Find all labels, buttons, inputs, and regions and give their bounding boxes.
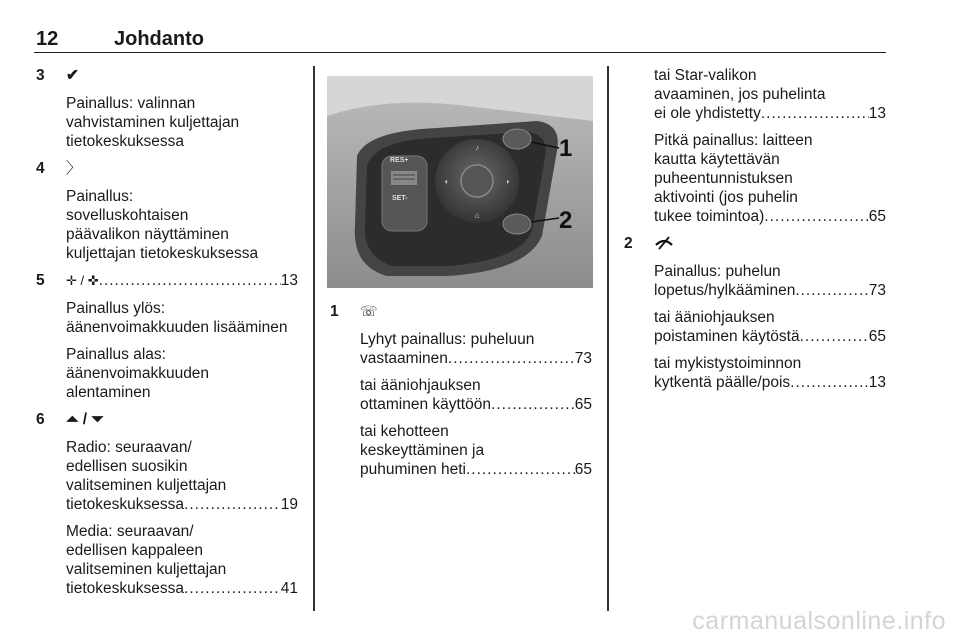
paragraph: tai mykistystoiminnon kytkentä päälle/pois ..... 13: [654, 354, 886, 392]
paragraph: Painallus: puhelun lopetus/hylkääminen ..... 73: [654, 262, 886, 300]
page-reference: 65: [868, 328, 886, 345]
column-middle: [330, 302, 592, 487]
check-icon: ✔: [66, 67, 79, 84]
entry-number: 3: [36, 67, 45, 84]
volume-icon: ✛ / ✜: [66, 273, 99, 288]
phone-icon: ☏: [360, 303, 378, 319]
set-label: SET-: [392, 195, 408, 202]
callout-2: 2: [559, 207, 573, 234]
paragraph: tai ääniohjauksen ottaminen käyttöön ..... 65: [360, 376, 592, 414]
page-reference: 65: [868, 208, 886, 225]
steering-wheel-illustration: [327, 76, 593, 288]
chevron-right-icon: 〉: [66, 160, 82, 177]
entry-1: [330, 302, 592, 479]
paragraph: Painallus alas: äänenvoimakkuuden alentaminen: [66, 346, 210, 401]
entry-2: [624, 234, 886, 392]
svg-text:◑: ◑: [504, 177, 510, 186]
entry-6: [36, 410, 298, 598]
paragraph: Lyhyt painallus: puheluun vastaaminen ..... 73: [360, 330, 592, 368]
paragraph: tai kehotteen keskeyttäminen ja puhuminen heti ..... 65: [360, 422, 592, 479]
page-reference: 41: [280, 580, 298, 597]
watermark: carmanualsonline.info: [692, 607, 946, 635]
page-reference: 19: [280, 496, 298, 513]
paragraph: Painallus: valinnan vahvistaminen kuljettajan tietokeskuksessa: [66, 95, 240, 150]
page-reference: 73: [574, 350, 592, 367]
paragraph: Painallus: sovelluskohtaisen päävalikon näyttäminen kuljettajan tietokeskuksessa: [66, 188, 259, 262]
column-divider: [313, 66, 315, 611]
column-right: [624, 66, 886, 400]
entry-number: 5: [36, 272, 45, 289]
page-number: 12: [36, 28, 59, 50]
hangup-glyph: [654, 236, 674, 250]
paragraph: tai Star-valikon avaaminen, jos puhelinta ei ole yhdistetty ..... 13: [654, 66, 886, 123]
page-reference: 13: [868, 374, 886, 391]
paragraph: Painallus ylös: äänenvoimakkuuden lisääminen: [66, 300, 288, 336]
entry-4: [36, 159, 298, 263]
paragraph: Media: seuraavan/ edellisen kappaleen valitseminen kuljettajan tietokeskuksessa ..... 41: [66, 522, 298, 598]
paragraph: tai ääniohjauksen poistaminen käytöstä ..... 65: [654, 308, 886, 346]
hangup-icon: [654, 236, 674, 255]
callout-1: 1: [559, 135, 573, 162]
entry-3: [36, 66, 298, 151]
res-label: RES+: [390, 157, 409, 164]
column-divider: [607, 66, 609, 611]
paragraph: Pitkä painallus: laitteen kautta käytettävän puheentunnistuksen aktivointi (jos puhelin tukee toimintoa) ..... 65: [654, 131, 886, 226]
page-reference: 13: [868, 105, 886, 122]
volume-reference: [66, 271, 298, 290]
page-title: Johdanto: [114, 28, 204, 50]
entry-number: 1: [330, 303, 339, 320]
svg-text:⌂: ⌂: [474, 211, 480, 220]
page-header: [34, 26, 886, 53]
call-button: [503, 129, 531, 149]
page-reference: 65: [574, 396, 592, 413]
column-left: [36, 66, 298, 606]
page-reference: 13: [280, 272, 298, 289]
hangup-button: [503, 214, 531, 234]
entry-number: 4: [36, 160, 45, 177]
svg-text:◐: ◐: [444, 177, 450, 186]
entry-number: 6: [36, 411, 45, 428]
seek-up-down-icon: ⏶ / ⏷: [66, 411, 104, 428]
entry-5: [36, 271, 298, 402]
cruise-control-rocker: [382, 156, 427, 231]
page-reference: 65: [574, 461, 592, 478]
entry-number: 2: [624, 235, 633, 252]
page-reference: 73: [868, 282, 886, 299]
paragraph: Radio: seuraavan/ edellisen suosikin valitseminen kuljettajan tietokeskuksessa ..... 19: [66, 438, 298, 514]
svg-text:♪: ♪: [475, 143, 479, 152]
